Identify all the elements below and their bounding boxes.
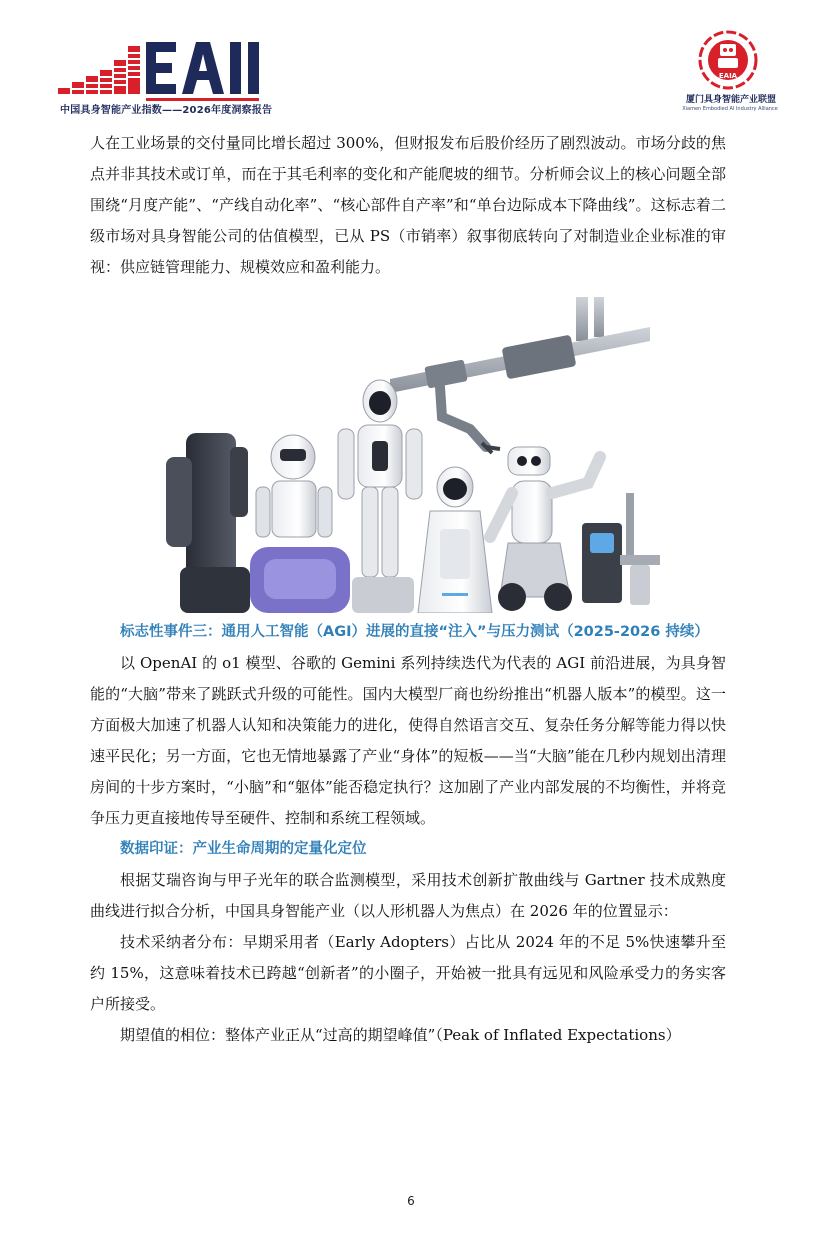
page-header <box>0 0 822 120</box>
document-body <box>90 128 726 1051</box>
page-number: 6 <box>407 1194 415 1208</box>
alliance-name: 厦门具身智能产业联盟 <box>685 95 776 105</box>
report-caption: 中国具身智能产业指数——2026年度洞察报告 <box>60 105 273 116</box>
paragraph-monitoring-model: 根据艾瑞咨询与甲子光年的联合监测模型，采用技术创新扩散曲线与 Gartner 技术成熟度曲线进行拟合分析，中国具身智能产业（以人形机器人为焦点）在 2026 年的位置显示： <box>90 871 726 920</box>
section-heading-event-three: 标志性事件三：通用人工智能（AGI）进展的直接“注入”与压力测试（2025-2026 持续） <box>120 624 709 640</box>
alliance-logo <box>693 28 763 98</box>
robot-lineup-illustration <box>90 297 726 613</box>
section-heading-data-evidence: 数据印证：产业生命周期的定量化定位 <box>120 841 367 857</box>
paragraph-expectation-phase: 期望值的相位：整体产业正从“过高的期望峰值”（Peak of Inflated Expectations） <box>120 1026 681 1044</box>
paragraph-continuation: 人在工业场景的交付量同比增长超过 300%，但财报发布后股价经历了剧烈波动。市场分歧的焦点并非其技术或订单，而在于其毛利率的变化和产能爬坡的细节。分析师会议上的核心问题全部围绕“月度产能”、“产线自动化率”、“核心部件自产率”和“单台边际成本下降曲线”。这标志着二级市场对具身智能公司的估值模型，已从 PS（市销率）叙事彻底转向了对制造业企业标准的审视：供应链管理能力、规模效应和盈利能力。 <box>90 134 726 276</box>
alliance-logo-text: EAIA <box>718 72 738 80</box>
robot-lineup-figure <box>90 297 726 613</box>
paragraph-agi-progress: 以 OpenAI 的 o1 模型、谷歌的 Gemini 系列持续迭代为代表的 AGI 前沿进展，为具身智能的“大脑”带来了跳跃式升级的可能性。国内大模型厂商也纷纷推出“机器人版本”的模型。这一方面极大加速了机器人认知和决策能力的进化，使得自然语言交互、复杂任务分解等能力得以快速平民化；另一方面，它也无情地暴露了产业“身体”的短板——当“大脑”能在几秒内规划出清理房间的十步方案时，“小脑”和“躯体”能否稳定执行？这加剧了产业内部发展的不均衡性，并将竞争压力更直接地传导至硬件、控制和系统工程领域。 <box>90 654 726 827</box>
paragraph-adopter-distribution: 技术采纳者分布：早期采用者（Early Adopters）占比从 2024 年的不足 5%快速攀升至约 15%，这意味着技术已跨越“创新者”的小圈子，开始被一批具有远见和风险承受力的务实客户所接受。 <box>90 933 726 1013</box>
alliance-subtitle: Xiamen Embodied AI Industry Alliance <box>682 106 778 112</box>
